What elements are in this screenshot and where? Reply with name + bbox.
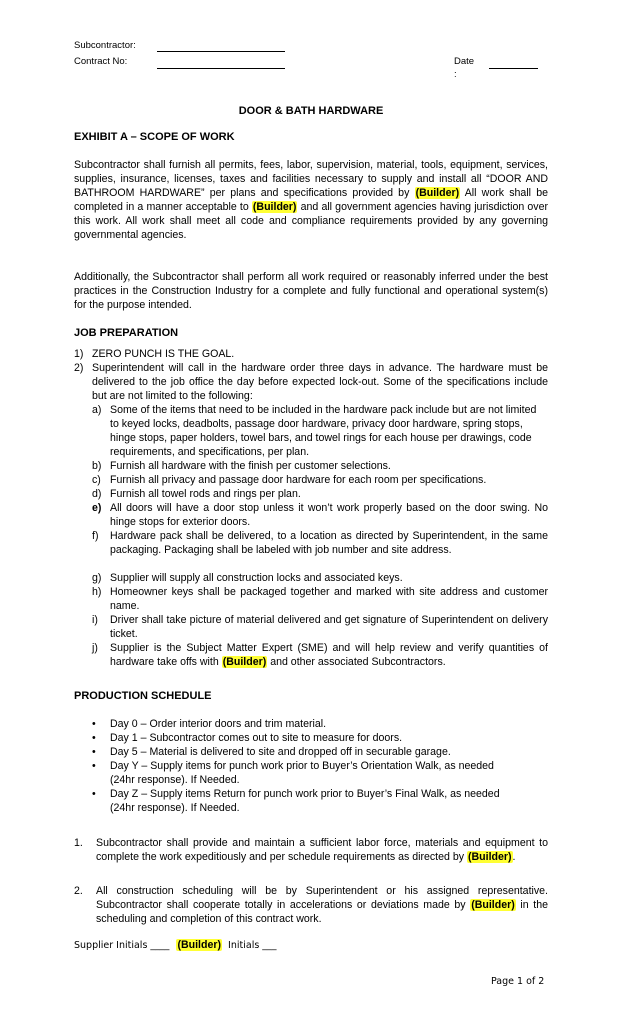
sub-list-letter: e) <box>92 502 102 514</box>
subcontractor-blank-line <box>157 51 285 52</box>
date-blank-line <box>489 68 538 69</box>
document-title: DOOR & BATH HARDWARE <box>238 105 384 117</box>
page-number: Page 1 of 2 <box>491 976 545 987</box>
bullet-icon: • <box>92 732 96 744</box>
closing-text: All construction scheduling will be by Superintendent or his assigned representative. Subcontractor shall cooperate totally in accelerations or deviations made by <box>96 885 548 911</box>
sub-list-letter: a) <box>92 404 102 416</box>
list-number: 1) <box>74 348 84 360</box>
bullet-icon: • <box>92 760 96 772</box>
sub-list-text: Supplier is the Subject Matter Expert (SME) and will help review and verify quantities of hardware take offs with <box>110 642 548 668</box>
sub-list-letter: f) <box>92 530 99 542</box>
initials-label: Initials ___ <box>228 940 277 951</box>
bullet-icon: • <box>92 746 96 758</box>
builder-highlight: (Builder) <box>177 939 222 951</box>
closing-item <box>96 836 548 864</box>
closing-text: in the scheduling and completion of this contract work. <box>96 899 548 925</box>
sub-list-item: Furnish all privacy and passage door hardware for each room per specifications. <box>110 474 487 486</box>
sub-list-item: Some of the items that need to be included in the hardware pack include but are not limited to keyed locks, deadbolts, passage door hardware, privacy door hardware, spring stops, hinge stops, paper holders, towel bars, and towel rings for each house per drawings, code requirements, and specifications, per plan. <box>110 404 537 458</box>
scope-paragraph-2: Additionally, the Subcontractor shall perform all work required or reasonably inferred under the best practices in the Construction Industry for a complete and fully functional and operational system(s) for the purpose intended. <box>74 271 548 311</box>
scope-text: and all government agencies having jurisdiction over this work. All work shall meet all code and compliance requirements provided by any governing governmental agencies. <box>74 201 548 241</box>
builder-highlight: (Builder) <box>467 851 512 863</box>
sub-list-letter: i) <box>92 614 98 626</box>
list-item: Superintendent will call in the hardware order three days in advance. The hardware must be delivered to the job office the day before expected lock-out. Some of the specifications include but are not limited to the following: <box>92 362 548 402</box>
schedule-item: Day Z – Supply items Return for punch work prior to Buyer’s Final Walk, as needed (24hr response). If Needed. <box>110 788 500 814</box>
sub-list-letter: c) <box>92 474 101 486</box>
contract-label: Contract No: <box>74 56 128 67</box>
sub-list-letter: h) <box>92 586 102 598</box>
sub-list-item: Driver shall take picture of material delivered and get signature of Superintendent on delivery ticket. <box>110 614 548 640</box>
bullet-icon: • <box>92 788 96 800</box>
sub-list-item: Hardware pack shall be delivered, to a location as directed by Superintendent, in the same packaging. Packaging shall be labeled with job number and site address. <box>110 530 548 556</box>
closing-item <box>96 884 548 926</box>
sub-list-letter: g) <box>92 572 102 584</box>
builder-highlight: (Builder) <box>415 187 460 199</box>
sub-list-item <box>110 641 548 669</box>
sub-list-item: All doors will have a door stop unless it won’t work properly based on the door swing. No hinge stops for exterior doors. <box>110 502 548 528</box>
date-label: Date <box>454 56 475 67</box>
sub-list-letter: j) <box>92 642 98 654</box>
production-schedule-heading: PRODUCTION SCHEDULE <box>74 690 212 702</box>
list-number: 2) <box>74 362 84 374</box>
subcontractor-label: Subcontractor: <box>74 40 136 51</box>
list-number: 2. <box>74 885 83 897</box>
closing-text: . <box>512 851 516 863</box>
list-item: ZERO PUNCH IS THE GOAL. <box>92 348 235 360</box>
list-number: 1. <box>74 837 83 849</box>
initials-line <box>74 939 277 951</box>
builder-highlight: (Builder) <box>471 899 515 911</box>
schedule-item: Day 5 – Material is delivered to site and dropped off in securable garage. <box>110 746 451 758</box>
scope-text: All work shall be completed in a manner acceptable to <box>74 187 548 213</box>
sub-list-item: Furnish all hardware with the finish per customer selections. <box>110 460 391 472</box>
schedule-item: Day Y – Supply items for punch work prior to Buyer’s Orientation Walk, as needed (24hr response). If Needed. <box>110 760 494 786</box>
scope-text: Subcontractor shall furnish all permits, fees, labor, supervision, material, tools, equipment, services, supplies, insurance, licenses, taxes and facilities necessary to supply and install all “DOOR AND BATHROOM HARDWARE” per plans and specifications provided by <box>74 159 548 199</box>
builder-highlight: (Builder) <box>222 656 267 668</box>
bullet-icon: • <box>92 718 96 730</box>
sub-list-letter: b) <box>92 460 102 472</box>
scope-paragraph-1 <box>74 158 548 242</box>
schedule-item: Day 0 – Order interior doors and trim material. <box>110 718 327 730</box>
exhibit-heading: EXHIBIT A – SCOPE OF WORK <box>74 131 235 143</box>
sub-list-item: Supplier will supply all construction locks and associated keys. <box>110 572 403 584</box>
job-preparation-heading: JOB PREPARATION <box>74 327 179 339</box>
builder-highlight: (Builder) <box>252 201 297 213</box>
contract-blank-line <box>157 68 285 69</box>
date-colon: : <box>454 69 457 80</box>
sub-list-text: and other associated Subcontractors. <box>267 656 446 668</box>
schedule-item: Day 1 – Subcontractor comes out to site to measure for doors. <box>110 732 403 744</box>
sub-list-letter: d) <box>92 488 102 500</box>
sub-list-item: Furnish all towel rods and rings per plan. <box>110 488 301 500</box>
supplier-initials-label: Supplier Initials ____ <box>74 940 170 951</box>
sub-list-item: Homeowner keys shall be packaged together and marked with site address and customer name. <box>110 586 548 612</box>
closing-text: Subcontractor shall provide and maintain a sufficient labor force, materials and equipment to complete the work expeditiously and per schedule requirements as directed by <box>96 837 548 863</box>
